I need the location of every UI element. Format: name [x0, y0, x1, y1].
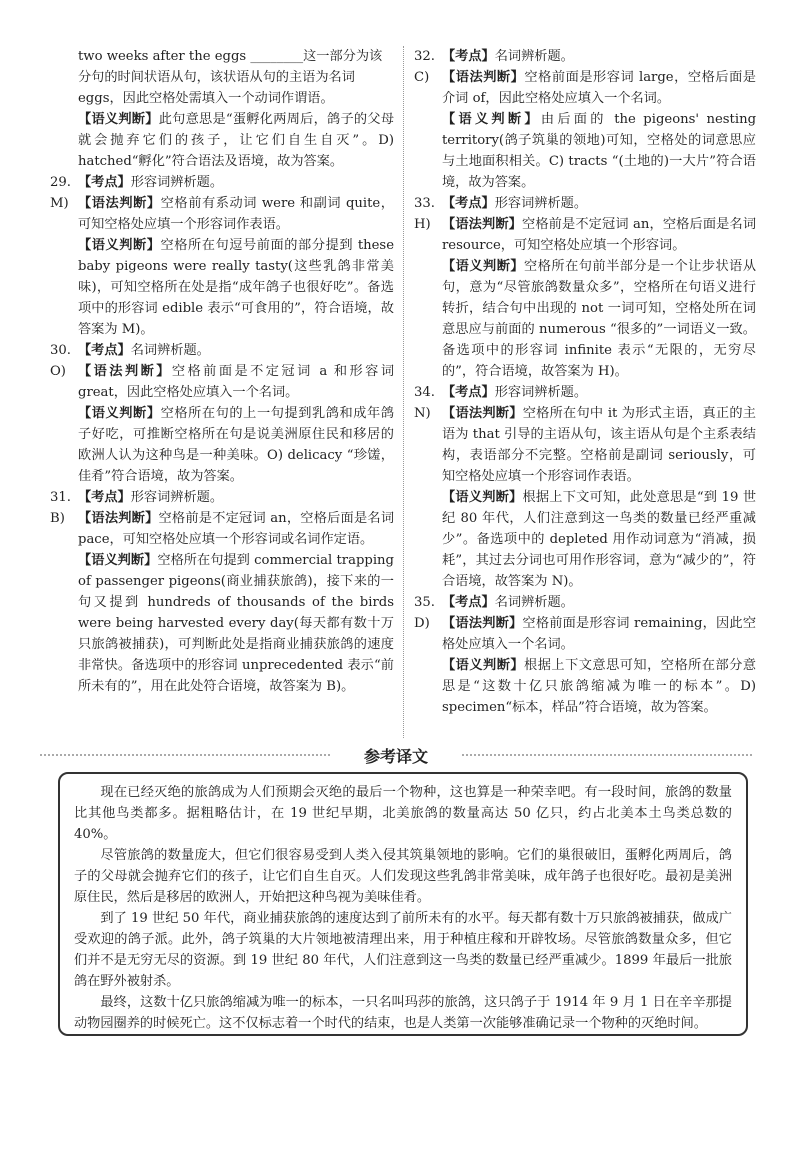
kaodian-tag: 【考点】: [78, 175, 131, 190]
semantic-judgement: [414, 109, 756, 193]
answer-letter: M): [50, 196, 69, 211]
translation-paragraph: 到了 19 世纪 50 年代，商业捕获旅鸽的速度达到了前所未有的水平。每天都有数十万只旅鸽被捕获，做成广受欢迎的鸽子派。此外，鸽子筑巢的大片领地被清理出来，用于种植庄稼和开辟牧场。尽管旅鸽数量众多，但它们并不是无穷无尽的资源。到 19 世纪 80 年代，人们注意到这一鸟类的数量已经严重减少。1899 年最后一批旅鸽在野外被射杀。: [74, 911, 732, 989]
question-30: [50, 340, 394, 487]
kaodian-text: 形容词辨析题。: [494, 385, 588, 400]
question-29: [50, 172, 394, 340]
semantic-judgement: [50, 235, 394, 340]
grammar-text: 空格前是不定冠词 an，空格后面是名词 pace，可知空格处应填一个形容词或名词作定语。: [78, 511, 394, 547]
dotted-rule: [462, 754, 752, 756]
kaodian-tag: 【考点】: [442, 196, 495, 211]
semantic-judgement: [78, 109, 394, 172]
semantic-text: 空格所在句提到 commercial trapping of passenger pigeons(商业捕获旅鸽)，接下来的一句又提到 hundreds of thousands of the birds were being harvested every day(每天都有数十万只旅鸽被捕获)，可判断此处是指商业捕获旅鸽的速度非常快。备选项中的形容词 unprecedented 表示“前所未有的”，用在此处符合语境，故答案为 B)。: [78, 553, 394, 694]
question-number: 31.: [50, 490, 71, 505]
translation-title: 参考译文: [363, 747, 428, 766]
kaodian-text: 名词辨析题。: [494, 49, 574, 64]
semantic-judgement: [414, 487, 756, 592]
grammar-judgement: [414, 67, 756, 109]
answer-letter: H): [414, 217, 431, 232]
semantic-tag: 【语义判断】: [442, 658, 525, 673]
question-header: [50, 340, 394, 361]
grammar-judgement: [50, 361, 394, 403]
question-32: [414, 46, 756, 193]
question-number: 33.: [414, 196, 435, 211]
grammar-judgement: [50, 508, 394, 550]
continued-line: eggs，因此空格处需填入一个动词作谓语。: [78, 91, 334, 106]
grammar-tag: 【语法判断】: [78, 196, 161, 211]
question-header: [414, 592, 756, 613]
semantic-text: 由后面的 the pigeons' nesting territory(鸽子筑巢的领地)可知，空格处的词意思应与土地面积相关。C) tracts “(土地的)一大片”符合语境，故为答案。: [442, 112, 757, 190]
grammar-text: 空格前面是不定冠词 a 和形容词 great，因此空格处应填入一个名词。: [78, 364, 395, 400]
kaodian-tag: 【考点】: [442, 385, 495, 400]
question-33: [414, 193, 756, 382]
question-number: 35.: [414, 595, 435, 610]
semantic-text: 根据上下文意思可知，空格所在部分意思是“这数十亿只旅鸽缩减为唯一的标本”。D) specimen“标本，样品”符合语境，故为答案。: [442, 658, 757, 715]
question-35: [414, 592, 756, 718]
semantic-tag: 【语义判断】: [442, 490, 523, 505]
semantic-tag: 【语义判断】: [78, 112, 159, 127]
answer-letter: O): [50, 364, 66, 379]
grammar-text: 空格前是不定冠词 an，空格后面是名词 resource，可知空格处应填一个形容词。: [442, 217, 757, 253]
question-number: 32.: [414, 49, 435, 64]
semantic-tag: 【语义判断】: [78, 553, 158, 568]
kaodian-tag: 【考点】: [78, 490, 131, 505]
answer-letter: N): [414, 406, 431, 421]
semantic-tag: 【语义判断】: [78, 238, 161, 253]
continued-line: two weeks after the eggs ________这一部分为该: [78, 49, 383, 64]
semantic-text: 空格所在句的上一句提到乳鸽和成年鸽子好吃，可推断空格所在句是说美洲原住民和移居的欧洲人认为这种鸟是一种美味。O) delicacy “珍馐，佳肴”符合语境，故为答案。: [78, 406, 395, 484]
grammar-judgement: [414, 613, 756, 655]
semantic-tag: 【语义判断】: [442, 112, 541, 127]
grammar-judgement: [414, 214, 756, 256]
kaodian-text: 形容词辨析题。: [130, 175, 224, 190]
kaodian-text: 名词辨析题。: [130, 343, 210, 358]
question-number: 29.: [50, 175, 71, 190]
semantic-text: 空格所在句逗号前面的部分提到 these baby pigeons were really tasty(这些乳鸽非常美味)，可知空格所在处是指“成年鸽子也很好吃”。备选项中的形容词 edible 表示“可食用的”，符合语境，故答案为 M)。: [78, 238, 394, 337]
question-34: [414, 382, 756, 592]
translation-paragraph: 现在已经灭绝的旅鸽成为人们预期会灭绝的最后一个物种，这也算是一种荣幸吧。有一段时间，旅鸽的数量比其他鸟类都多。据粗略估计，在 19 世纪早期，北美旅鸽的数量高达 50 亿只，约占北美本土鸟类总数的 40%。: [74, 785, 732, 842]
grammar-text: 空格前面是形容词 large，空格后面是介词 of，因此空格处应填入一个名词。: [442, 70, 756, 106]
semantic-text: 根据上下文可知，此处意思是“到 19 世纪 80 年代，人们注意到这一鸟类的数量已经严重减少”。备选项中的 depleted 用作动词意为“消减，损耗”，其过去分词也可用作形容词，意为“减少的”，符合语境，故答案为 N)。: [442, 490, 757, 589]
grammar-text: 空格所在句中 it 为形式主语，真正的主语为 that 引导的主语从句，该主语从句是个主系表结构，表语部分不完整。空格前是副词 seriously，可知空格处应填一个形容词作表语。: [442, 406, 756, 484]
grammar-text: 空格前面是形容词 remaining，因此空格处应填入一个名词。: [442, 616, 757, 652]
kaodian-text: 形容词辨析题。: [494, 196, 588, 211]
question-header: [50, 172, 394, 193]
kaodian-tag: 【考点】: [442, 595, 495, 610]
semantic-text: 空格所在句前半部分是一个让步状语从句，意为“尽管旅鸽数量众多”，空格所在句语义进行转折，结合句中出现的 not 一词可知，空格处所在词意思应与前面的 numerous “很多的”一词语义一致。备选项中的形容词 infinite 表示“无限的，无穷尽的”，符合语境，故答案为 H)。: [442, 259, 757, 379]
grammar-text: 空格前有系动词 were 和副词 quite，可知空格处应填一个形容词作表语。: [78, 196, 394, 232]
semantic-text: 此句意思是“蛋孵化两周后，鸽子的父母就会抛弃它们的孩子，让它们自生自灭”。D) hatched“孵化”符合语法及语境，故为答案。: [78, 112, 395, 169]
grammar-tag: 【语法判断】: [442, 217, 522, 232]
grammar-tag: 【语法判断】: [78, 364, 172, 379]
grammar-judgement: [50, 193, 394, 235]
grammar-judgement: [414, 403, 756, 487]
semantic-tag: 【语义判断】: [78, 406, 161, 421]
kaodian-text: 名词辨析题。: [494, 595, 574, 610]
question-header: [50, 487, 394, 508]
semantic-judgement: [414, 655, 756, 718]
answer-letter: B): [50, 511, 65, 526]
grammar-tag: 【语法判断】: [442, 406, 523, 421]
semantic-judgement: [50, 550, 394, 697]
question-header: [414, 193, 756, 214]
translation-box: [58, 772, 748, 1036]
translation-paragraph: 最终，这数十亿只旅鸽缩减为唯一的标本，一只名叫玛莎的旅鸽，这只鸽子于 1914 年 9 月 1 日在辛辛那提动物园圈养的时候死亡。这不仅标志着一个时代的结束，也是人类第一次能够准确记录一个物种的灭绝时间。: [74, 995, 732, 1031]
semantic-judgement: [50, 403, 394, 487]
continued-line: 分句的时间状语从句，该状语从句的主语为名词: [78, 70, 355, 85]
question-number: 30.: [50, 343, 71, 358]
question-31: [50, 487, 394, 697]
kaodian-tag: 【考点】: [78, 343, 131, 358]
question-header: [414, 46, 756, 67]
question-header: [414, 382, 756, 403]
kaodian-text: 形容词辨析题。: [130, 490, 224, 505]
column-divider: [403, 46, 404, 738]
left-column: [50, 46, 394, 697]
translation-header: [40, 740, 752, 770]
semantic-judgement: [414, 256, 756, 382]
grammar-tag: 【语法判断】: [78, 511, 159, 526]
translation-paragraph: 尽管旅鸽的数量庞大，但它们很容易受到人类入侵其筑巢领地的影响。它们的巢很破旧，蛋孵化两周后，鸽子的父母就会抛弃它们的孩子，让它们自生自灭。人们发现这些乳鸽非常美味，成年鸽子也很好吃。最初是美洲原住民，然后是移居的欧洲人，开始把这种鸟视为美味佳肴。: [74, 848, 732, 905]
grammar-tag: 【语法判断】: [442, 70, 525, 85]
grammar-tag: 【语法判断】: [442, 616, 523, 631]
kaodian-tag: 【考点】: [442, 49, 495, 64]
right-column: [414, 46, 756, 718]
answer-letter: C): [414, 70, 430, 85]
question-number: 34.: [414, 385, 435, 400]
answer-letter: D): [414, 616, 430, 631]
semantic-tag: 【语义判断】: [442, 259, 525, 274]
continued-explanation: [50, 46, 394, 172]
